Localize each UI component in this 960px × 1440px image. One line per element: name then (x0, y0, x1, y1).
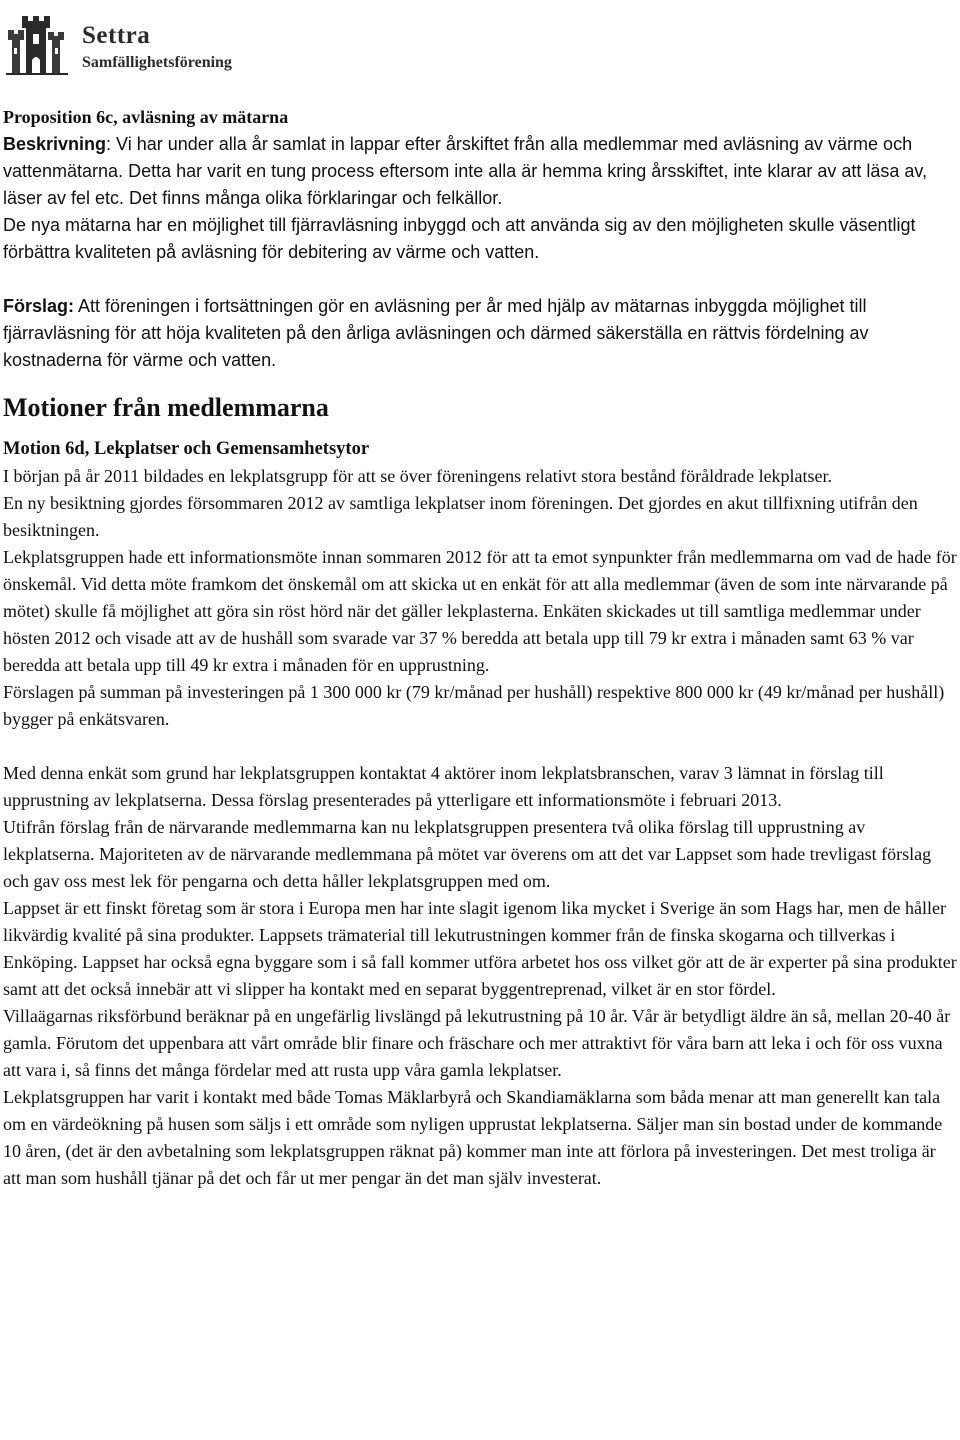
description-label: Beskrivning (3, 134, 107, 154)
motion-title: Motion 6d, Lekplatser och Gemensamhetsytor (3, 439, 370, 459)
section-heading: Motioner från medlemmarna (3, 393, 329, 422)
motion-paragraph: Med denna enkät som grund har lekplatsgruppen kontaktat 4 aktörer inom lekplatsbranschen, varav 3 lämnat in förslag till upprustning av lekplatserna. Dessa förslag presenterades på ytterligare ett informationsmöte i februari 2013. (3, 763, 884, 810)
castle-tower-icon (6, 6, 68, 76)
motion-paragraph: En ny besiktning gjordes försommaren 2012 av samtliga lekplatser inom föreningen. Det gjordes en akut tillfixning utifrån den besiktningen. (3, 493, 918, 540)
proposition-description-2: De nya mätarna har en möjlighet till fjärravläsning inbyggd och att använda sig av den möjligheten skulle väsentligt förbättra kvaliteten på avläsning för debitering av värme och vatten. (3, 215, 916, 262)
motion-paragraph: Lappset är ett finskt företag som är stora i Europa men har inte slagit igenom lika mycket i Sverige än som Hags har, men de håller likvärdig kvalité på sina produkter. Lappsets trämaterial till lekutrustningen kommer från de finska skogarna och tillverkas i Enköping. Lappset har också egna byggare som i så fall kommer utföra arbetet hos oss vilket gör att de är experter på sina produkter samt att det också innebär att vi slipper ha kontakt med en separat byggentreprenad, vilket är en stor fördel. (3, 898, 957, 999)
description-text: : Vi har under alla år samlat in lappar efter årskiftet från alla medlemmar med avläsning av värme och vattenmätarna. Detta har varit en tung process eftersom inte alla är hemma kring årsskiftet, inte klarar av att läsa av, läser av fel etc. Det finns många olika förklaringar och felkällor. (3, 134, 928, 208)
motion-paragraph: I början på år 2011 bildades en lekplatsgrupp för att se över föreningens relativt stora bestånd föråldrade lekplatser. (3, 466, 833, 486)
page-header (6, 2, 306, 78)
proposal-label: Förslag: (3, 296, 75, 316)
motion-paragraph: Lekplatsgruppen har varit i kontakt med både Tomas Mäklarbyrå och Skandiamäklarna som båda menar att man generellt kan tala om en värdeökning på husen som säljs i ett område som nyligen upprustat lekplatserna. Säljer man sin bostad under de kommande 10 åren, (det är den avbetalning som lekplatsgruppen räknat på) kommer man inte att förlora på investeringen. Det mest troliga är att man som hushåll tjänar på det och får ut mer pengar än det man själv investerat. (3, 1087, 943, 1188)
motion-paragraph: Villaägarnas riksförbund beräknar på en ungefärlig livslängd på lekutrustning på 10 år. Vår är betydligt äldre än så, mellan 20-40 år gamla. Förutom det uppenbara att vårt område blir finare och fräschare och mer attraktivt för våra barn att leka i och för oss vuxna att vara i, så finns det många fördelar med att rusta upp våra gamla lekplatser. (3, 1006, 951, 1080)
motion-paragraph: Förslagen på summan på investeringen på 1 300 000 kr (79 kr/månad per hushåll) respektive 800 000 kr (49 kr/månad per hushåll) bygger på enkätsvaren. (3, 682, 945, 729)
org-title: Settra (82, 22, 151, 49)
proposition-proposal (3, 293, 957, 374)
proposal-text: Att föreningen i fortsättningen gör en avläsning per år med hjälp av mätarnas inbyggda möjlighet till fjärravläsning för att höja kvaliteten på den årliga avläsningen och därmed säkerställa en rättvis fördelning av kostnaderna för värme och vatten. (3, 296, 869, 370)
document-body (3, 104, 957, 1192)
motion-paragraph: Lekplatsgruppen hade ett informationsmöte innan sommaren 2012 för att ta emot synpunkter från medlemmarna om vad de hade för önskemål. Vid detta möte framkom det önskemål om att skicka ut en enkät för att alla medlemmar (även de som inte närvarande på mötet) skulle få möjlighet att göra sin röst hörd när det gäller lekplasterna. Enkäten skickades ut till samtliga medlemmar under hösten 2012 och visade att av de hushåll som svarade var 37 % beredda att betala upp till 79 kr extra i månaden samt 63 % var beredda att betala upp till 49 kr extra i månaden för en upprustning. (3, 547, 957, 675)
proposition-description (3, 131, 957, 212)
org-subtitle: Samfällighetsförening (82, 54, 232, 71)
motion-paragraph: Utifrån förslag från de närvarande medlemmarna kan nu lekplatsgruppen presentera två olika förslag till upprustning av lekplatserna. Majoriteten av de närvarande medlemmana på mötet var överens om att det var Lappset som hade trevligast förslag och gav oss mest lek för pengarna och detta håller lekplatsgruppen med om. (3, 817, 932, 891)
proposition-title: Proposition 6c, avläsning av mätarna (3, 107, 289, 127)
